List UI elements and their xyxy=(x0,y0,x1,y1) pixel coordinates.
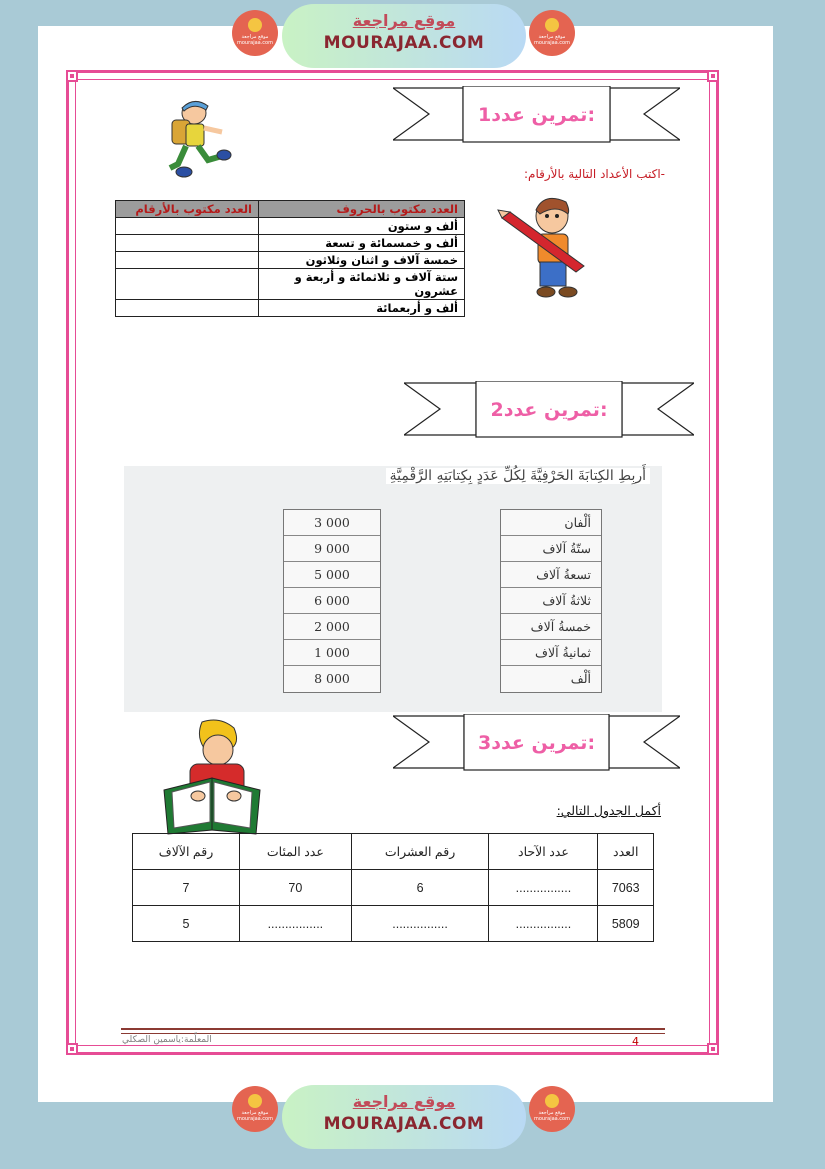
table-header-cell: العدد xyxy=(598,834,654,870)
site-name-latin: MOURAJAA.COM xyxy=(323,33,485,53)
table-header-row xyxy=(133,834,654,870)
word-item[interactable]: ألْف xyxy=(570,671,591,686)
table-header-cell: رقم العشرات xyxy=(351,834,489,870)
exercise3-title-ribbon xyxy=(393,714,680,772)
table-row xyxy=(133,870,654,906)
words-column xyxy=(500,509,602,693)
table-row xyxy=(133,906,654,942)
digit-item[interactable]: 2 000 xyxy=(284,614,380,640)
exercise1-table xyxy=(115,200,465,317)
digits-column xyxy=(283,509,381,693)
table-row xyxy=(116,252,465,269)
table-row xyxy=(116,218,465,235)
table-cell: 5809 xyxy=(598,906,654,942)
corner-ornament xyxy=(66,1043,78,1055)
answer-cell[interactable]: ................ xyxy=(489,906,598,942)
word-item[interactable]: ثمانيةُ آلاف xyxy=(501,640,601,666)
table-header-cell: عدد المئات xyxy=(240,834,352,870)
site-logo-right: موقع مراجعة mourajaa.com xyxy=(529,10,575,56)
corner-ornament xyxy=(707,70,719,82)
page-number: 4 xyxy=(632,1035,639,1048)
table-row xyxy=(116,300,465,317)
number-in-words: ألف و خمسمائة و تسعة xyxy=(259,235,465,252)
answer-cell[interactable] xyxy=(116,218,259,235)
table-header-cell: رقم الآلاف xyxy=(133,834,240,870)
site-logo-left: موقع مراجعة mourajaa.com xyxy=(232,1086,278,1132)
table-cell: 5 xyxy=(133,906,240,942)
digit-item[interactable]: 9 000 xyxy=(284,536,380,562)
word-item[interactable]: ستّةُ آلاف xyxy=(501,536,601,562)
footer-divider xyxy=(121,1028,665,1034)
table-cell: 7063 xyxy=(598,870,654,906)
site-name-latin: MOURAJAA.COM xyxy=(323,1114,485,1134)
digit-item[interactable]: 1 000 xyxy=(284,640,380,666)
site-name-arabic: موقع مراجعة xyxy=(352,1092,456,1111)
exercise1-title: تمرين عدد1: xyxy=(477,104,596,126)
exercise2-instruction: أَربِطِ الكِتابَةَ الحَرْفِيَّةَ لِكُلِّ عَدَدٍ بِكِتابَتِهِ الرَّقْمِيَّةِ xyxy=(386,468,650,484)
table-cell: 7 xyxy=(133,870,240,906)
exercise3-title: تمرين عدد3: xyxy=(477,732,596,754)
table-cell: 6 xyxy=(351,870,489,906)
answer-cell[interactable] xyxy=(116,269,259,300)
exercise1-title-ribbon xyxy=(393,86,680,144)
table-header-digits: العدد مكتوب بالأرقام xyxy=(116,201,259,218)
table-row xyxy=(116,269,465,300)
table-row xyxy=(116,235,465,252)
site-logo-right: موقع مراجعة mourajaa.com xyxy=(529,1086,575,1132)
exercise2-title-ribbon xyxy=(404,381,694,439)
table-cell: 70 xyxy=(240,870,352,906)
table-header-cell: عدد الآحاد xyxy=(489,834,598,870)
answer-cell[interactable]: ................ xyxy=(489,870,598,906)
running-boy-illustration xyxy=(156,98,234,180)
exercise1-instruction: -اكتب الأعداد التالية بالأرقام: xyxy=(523,167,665,181)
digit-item[interactable]: 8 000 xyxy=(314,671,350,686)
table-header-row xyxy=(116,201,465,218)
site-header-badge[interactable] xyxy=(282,4,526,68)
word-item[interactable]: ألْفان xyxy=(501,510,601,536)
answer-cell[interactable] xyxy=(116,300,259,317)
exercise2-matching-scan xyxy=(124,466,662,712)
corner-ornament xyxy=(707,1043,719,1055)
boy-reading-illustration xyxy=(160,718,265,836)
exercise3-table xyxy=(132,833,654,942)
word-item[interactable]: ثلاثةُ آلاف xyxy=(501,588,601,614)
word-item[interactable]: خمسةُ آلاف xyxy=(501,614,601,640)
exercise2-title: تمرين عدد2: xyxy=(490,399,608,421)
answer-cell[interactable] xyxy=(116,235,259,252)
answer-cell[interactable] xyxy=(116,252,259,269)
site-name-arabic: موقع مراجعة xyxy=(352,11,456,30)
number-in-words: ألف و ستون xyxy=(259,218,465,235)
teacher-name: المعلّمة:ياسمين الصكلي xyxy=(122,1035,212,1045)
answer-cell[interactable]: ................ xyxy=(351,906,489,942)
word-item[interactable]: تسعةُ آلاف xyxy=(501,562,601,588)
table-header-words: العدد مكتوب بالحروف xyxy=(259,201,465,218)
number-in-words: ألف و أربعمائة xyxy=(259,300,465,317)
exercise3-instruction: أكمل الجدول التالي: xyxy=(556,803,661,818)
digit-item[interactable]: 3 000 xyxy=(284,510,380,536)
boy-with-pencil-illustration xyxy=(496,192,588,304)
digit-item[interactable]: 6 000 xyxy=(284,588,380,614)
site-footer-badge[interactable] xyxy=(282,1085,526,1149)
corner-ornament xyxy=(66,70,78,82)
site-logo-left: موقع مراجعة mourajaa.com xyxy=(232,10,278,56)
answer-cell[interactable]: ................ xyxy=(240,906,352,942)
digit-item[interactable]: 5 000 xyxy=(284,562,380,588)
number-in-words: ستة آلاف و ثلاثمائة و أربعة و عشرون xyxy=(259,269,465,300)
number-in-words: خمسة آلاف و اثنان وثلاثون xyxy=(259,252,465,269)
